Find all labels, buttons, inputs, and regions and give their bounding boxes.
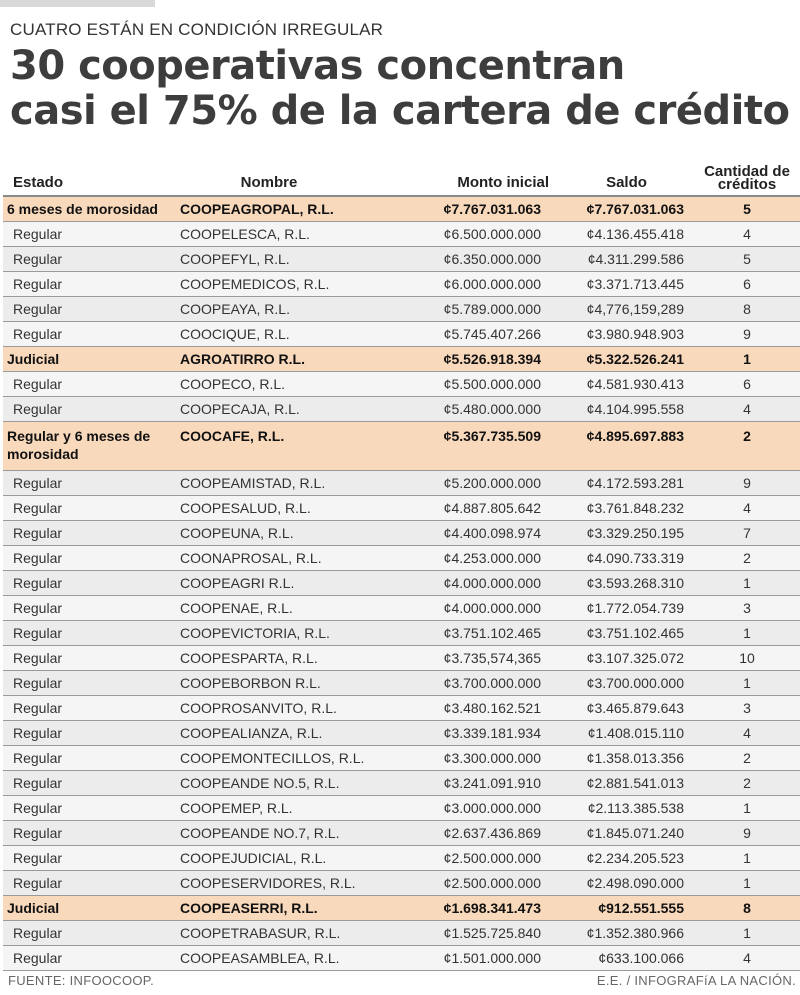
estado-cell: Regular: [3, 846, 175, 871]
table-row: [3, 746, 800, 771]
saldo-cell: ¢3.107.325.072: [549, 646, 694, 671]
estado-cell: Regular: [3, 471, 175, 496]
estado-cell: 6 meses de morosidad: [3, 196, 175, 222]
saldo-cell: ¢3.980.948.903: [549, 322, 694, 347]
nombre-cell: COOCIQUE, R.L.: [175, 322, 423, 347]
column-header-saldo: Saldo: [549, 160, 694, 196]
table-row: [3, 322, 800, 347]
estado-cell: Regular y 6 meses de morosidad: [3, 422, 175, 471]
cantidad-cell: 4: [694, 946, 800, 971]
column-header-estado: Estado: [3, 160, 175, 196]
source-note: FUENTE: INFOOCOOP.: [8, 973, 155, 988]
table-row: [3, 771, 800, 796]
monto-cell: ¢2.500.000.000: [423, 846, 549, 871]
table-body: [3, 196, 800, 971]
saldo-cell: ¢4,776,159,289: [549, 297, 694, 322]
monto-cell: ¢3.700.000.000: [423, 671, 549, 696]
cantidad-cell: 1: [694, 846, 800, 871]
cantidad-cell: 1: [694, 796, 800, 821]
monto-cell: ¢3.480.162.521: [423, 696, 549, 721]
saldo-cell: ¢1.358.013.356: [549, 746, 694, 771]
estado-cell: Regular: [3, 621, 175, 646]
monto-cell: ¢5.500.000.000: [423, 372, 549, 397]
table-row: [3, 896, 800, 921]
table-row: [3, 422, 800, 471]
estado-cell: Regular: [3, 272, 175, 297]
table-row: [3, 796, 800, 821]
nombre-cell: COOPESALUD, R.L.: [175, 496, 423, 521]
saldo-cell: ¢4.136.455.418: [549, 222, 694, 247]
cantidad-cell: 3: [694, 596, 800, 621]
nombre-cell: COOPELESCA, R.L.: [175, 222, 423, 247]
table-row: [3, 921, 800, 946]
top-accent-bar: [0, 0, 155, 7]
table-row: [3, 621, 800, 646]
nombre-cell: COOPESERVIDORES, R.L.: [175, 871, 423, 896]
table-row: [3, 946, 800, 971]
estado-cell: Regular: [3, 746, 175, 771]
cantidad-cell: 4: [694, 496, 800, 521]
cantidad-cell: 4: [694, 721, 800, 746]
cantidad-cell: 1: [694, 571, 800, 596]
monto-cell: ¢4.253.000.000: [423, 546, 549, 571]
saldo-cell: ¢4.172.593.281: [549, 471, 694, 496]
saldo-cell: ¢4.895.697.883: [549, 422, 694, 471]
estado-cell: Regular: [3, 696, 175, 721]
table-row: [3, 721, 800, 746]
table-row: [3, 596, 800, 621]
monto-cell: ¢5.745.407.266: [423, 322, 549, 347]
estado-cell: Regular: [3, 946, 175, 971]
monto-cell: ¢3.339.181.934: [423, 721, 549, 746]
nombre-cell: COOPEMEP, R.L.: [175, 796, 423, 821]
nombre-cell: COOPEVICTORIA, R.L.: [175, 621, 423, 646]
table-row: [3, 846, 800, 871]
nombre-cell: COOPEMEDICOS, R.L.: [175, 272, 423, 297]
estado-cell: Regular: [3, 322, 175, 347]
nombre-cell: COOPEASERRI, R.L.: [175, 896, 423, 921]
monto-cell: ¢5.200.000.000: [423, 471, 549, 496]
table-row: [3, 521, 800, 546]
estado-cell: Regular: [3, 571, 175, 596]
cantidad-cell: 9: [694, 821, 800, 846]
cantidad-cell: 8: [694, 896, 800, 921]
nombre-cell: COOPECAJA, R.L.: [175, 397, 423, 422]
estado-cell: Regular: [3, 671, 175, 696]
saldo-cell: ¢3.700.000.000: [549, 671, 694, 696]
column-header-monto: Monto inicial: [423, 160, 549, 196]
saldo-cell: ¢7.767.031.063: [549, 196, 694, 222]
saldo-cell: ¢3.593.268.310: [549, 571, 694, 596]
cooperatives-table: [3, 160, 800, 971]
cantidad-cell: 4: [694, 397, 800, 422]
monto-cell: ¢4.887.805.642: [423, 496, 549, 521]
monto-cell: ¢4.000.000.000: [423, 571, 549, 596]
monto-cell: ¢4.400.098.974: [423, 521, 549, 546]
cantidad-cell: 6: [694, 272, 800, 297]
saldo-cell: ¢633.100.066: [549, 946, 694, 971]
estado-cell: Regular: [3, 596, 175, 621]
nombre-cell: COOPETRABASUR, R.L.: [175, 921, 423, 946]
estado-cell: Regular: [3, 796, 175, 821]
cantidad-cell: 6: [694, 372, 800, 397]
saldo-cell: ¢3.465.879.643: [549, 696, 694, 721]
cantidad-cell: 7: [694, 521, 800, 546]
table-row: [3, 247, 800, 272]
table-row: [3, 222, 800, 247]
saldo-cell: ¢3.371.713.445: [549, 272, 694, 297]
saldo-cell: ¢1.772.054.739: [549, 596, 694, 621]
headline: [10, 44, 789, 134]
estado-cell: Regular: [3, 297, 175, 322]
estado-cell: Regular: [3, 222, 175, 247]
saldo-cell: ¢1.408.015.110: [549, 721, 694, 746]
table-row: [3, 496, 800, 521]
cantidad-cell: 1: [694, 871, 800, 896]
monto-cell: ¢6.350.000.000: [423, 247, 549, 272]
nombre-cell: COOCAFE, R.L.: [175, 422, 423, 471]
kicker: CUATRO ESTÁN EN CONDICIÓN IRREGULAR: [10, 20, 384, 39]
saldo-cell: ¢5.322.526.241: [549, 347, 694, 372]
monto-cell: ¢3.751.102.465: [423, 621, 549, 646]
table-row: [3, 297, 800, 322]
monto-cell: ¢7.767.031.063: [423, 196, 549, 222]
monto-cell: ¢3.241.091.910: [423, 771, 549, 796]
nombre-cell: AGROATIRRO R.L.: [175, 347, 423, 372]
monto-cell: ¢6.000.000.000: [423, 272, 549, 297]
estado-cell: Regular: [3, 496, 175, 521]
nombre-cell: COOPESPARTA, R.L.: [175, 646, 423, 671]
nombre-cell: COOPEANDE NO.5, R.L.: [175, 771, 423, 796]
saldo-cell: ¢912.551.555: [549, 896, 694, 921]
monto-cell: ¢5.526.918.394: [423, 347, 549, 372]
estado-cell: Regular: [3, 721, 175, 746]
estado-cell: Regular: [3, 247, 175, 272]
monto-cell: ¢3.735,574,365: [423, 646, 549, 671]
estado-cell: Judicial: [3, 347, 175, 372]
cantidad-cell: 8: [694, 297, 800, 322]
table-row: [3, 397, 800, 422]
nombre-cell: COOPEANDE NO.7, R.L.: [175, 821, 423, 846]
cantidad-cell: 1: [694, 347, 800, 372]
nombre-cell: COOPROSANVITO, R.L.: [175, 696, 423, 721]
saldo-cell: ¢3.761.848.232: [549, 496, 694, 521]
estado-cell: Regular: [3, 646, 175, 671]
saldo-cell: ¢4.104.995.558: [549, 397, 694, 422]
headline-line-2: casi el 75% de la cartera de crédito: [10, 88, 790, 134]
table-row: [3, 646, 800, 671]
estado-cell: Regular: [3, 372, 175, 397]
monto-cell: ¢3.300.000.000: [423, 746, 549, 771]
estado-cell: Judicial: [3, 896, 175, 921]
cantidad-cell: 9: [694, 471, 800, 496]
nombre-cell: COOPEAYA, R.L.: [175, 297, 423, 322]
cantidad-cell: 2: [694, 771, 800, 796]
cantidad-cell: 1: [694, 671, 800, 696]
nombre-cell: COOPEJUDICIAL, R.L.: [175, 846, 423, 871]
cantidad-cell: 2: [694, 746, 800, 771]
estado-cell: Regular: [3, 546, 175, 571]
estado-cell: Regular: [3, 871, 175, 896]
nombre-cell: COOPEALIANZA, R.L.: [175, 721, 423, 746]
estado-cell: Regular: [3, 397, 175, 422]
monto-cell: ¢1.698.341.473: [423, 896, 549, 921]
saldo-cell: ¢3.329.250.195: [549, 521, 694, 546]
monto-cell: ¢2.637.436.869: [423, 821, 549, 846]
table-row: [3, 671, 800, 696]
table-row: [3, 821, 800, 846]
saldo-cell: ¢2.498.090.000: [549, 871, 694, 896]
table-row: [3, 272, 800, 297]
cantidad-cell: 9: [694, 322, 800, 347]
nombre-cell: COOPEFYL, R.L.: [175, 247, 423, 272]
cantidad-cell: 5: [694, 196, 800, 222]
table-header-row: [3, 160, 800, 196]
monto-cell: ¢1.525.725.840: [423, 921, 549, 946]
table-row: [3, 372, 800, 397]
table-row: [3, 871, 800, 896]
monto-cell: ¢5.367.735.509: [423, 422, 549, 471]
saldo-cell: ¢1.845.071.240: [549, 821, 694, 846]
nombre-cell: COOPEUNA, R.L.: [175, 521, 423, 546]
headline-line-1: 30 cooperativas concentran: [10, 43, 625, 89]
table-row: [3, 571, 800, 596]
monto-cell: ¢1.501.000.000: [423, 946, 549, 971]
monto-cell: ¢4.000.000.000: [423, 596, 549, 621]
cantidad-cell: 3: [694, 696, 800, 721]
nombre-cell: COOPEMONTECILLOS, R.L.: [175, 746, 423, 771]
table-row: [3, 196, 800, 222]
cantidad-cell: 1: [694, 921, 800, 946]
nombre-cell: COONAPROSAL, R.L.: [175, 546, 423, 571]
monto-cell: ¢3.000.000.000: [423, 796, 549, 821]
saldo-cell: ¢4.581.930.413: [549, 372, 694, 397]
monto-cell: ¢6.500.000.000: [423, 222, 549, 247]
nombre-cell: COOPEASAMBLEA, R.L.: [175, 946, 423, 971]
cantidad-cell: 1: [694, 621, 800, 646]
table-row: [3, 546, 800, 571]
estado-cell: Regular: [3, 921, 175, 946]
nombre-cell: COOPEAGRI R.L.: [175, 571, 423, 596]
cantidad-cell: 5: [694, 247, 800, 272]
column-header-cantidad: Cantidad de créditos: [694, 160, 800, 196]
monto-cell: ¢5.789.000.000: [423, 297, 549, 322]
nombre-cell: COOPEBORBON R.L.: [175, 671, 423, 696]
cantidad-cell: 2: [694, 422, 800, 471]
table-row: [3, 696, 800, 721]
saldo-cell: ¢2.234.205.523: [549, 846, 694, 871]
nombre-cell: COOPECO, R.L.: [175, 372, 423, 397]
nombre-cell: COOPEAGROPAL, R.L.: [175, 196, 423, 222]
cantidad-cell: 10: [694, 646, 800, 671]
nombre-cell: COOPEAMISTAD, R.L.: [175, 471, 423, 496]
cantidad-cell: 2: [694, 546, 800, 571]
saldo-cell: ¢2.881.541.013: [549, 771, 694, 796]
monto-cell: ¢2.500.000.000: [423, 871, 549, 896]
saldo-cell: ¢3.751.102.465: [549, 621, 694, 646]
table-row: [3, 471, 800, 496]
estado-cell: Regular: [3, 771, 175, 796]
estado-cell: Regular: [3, 521, 175, 546]
nombre-cell: COOPENAE, R.L.: [175, 596, 423, 621]
monto-cell: ¢5.480.000.000: [423, 397, 549, 422]
cantidad-cell: 4: [694, 222, 800, 247]
credit-note: E.E. / INFOGRAFíA LA NACIÓN.: [596, 973, 796, 988]
saldo-cell: ¢1.352.380.966: [549, 921, 694, 946]
estado-cell: Regular: [3, 821, 175, 846]
saldo-cell: ¢2.113.385.538: [549, 796, 694, 821]
saldo-cell: ¢4.311.299.586: [549, 247, 694, 272]
column-header-nombre: Nombre: [175, 160, 423, 196]
saldo-cell: ¢4.090.733.319: [549, 546, 694, 571]
table-row: [3, 347, 800, 372]
